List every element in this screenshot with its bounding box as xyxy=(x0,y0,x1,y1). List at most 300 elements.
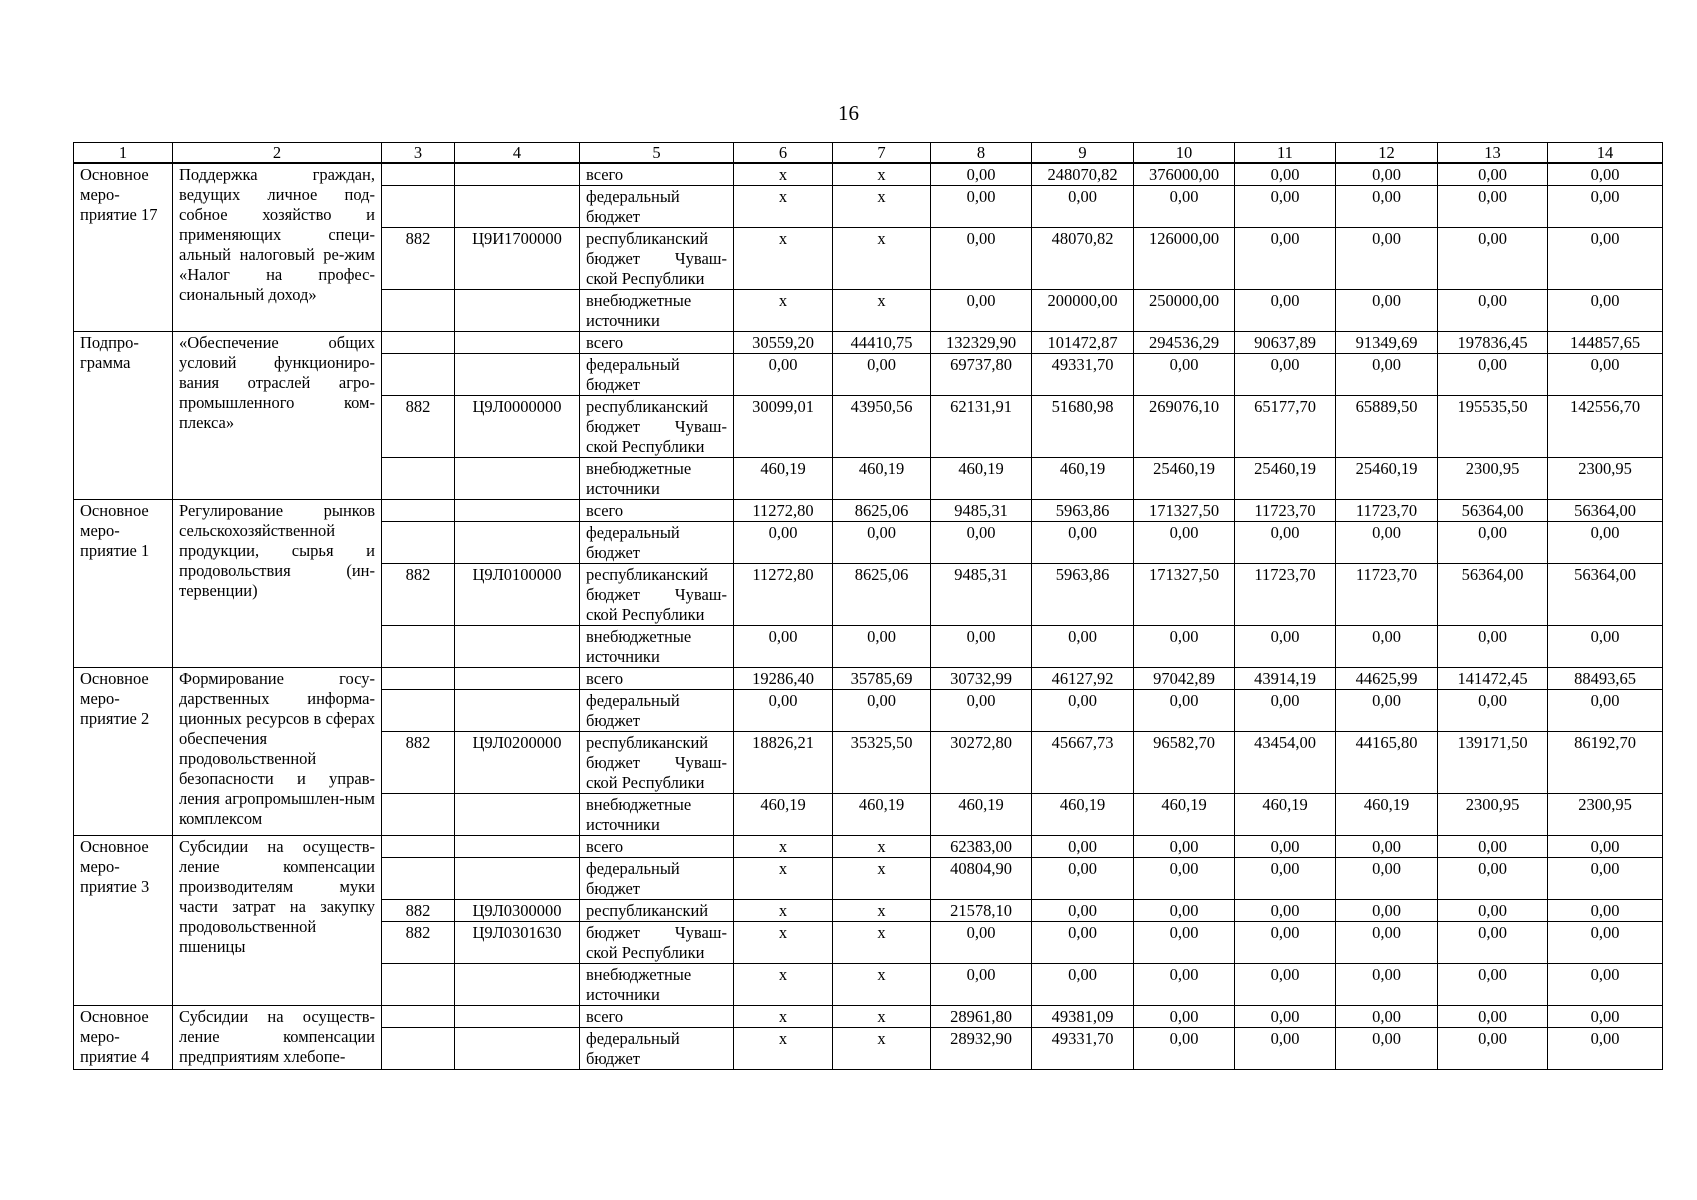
value-cell: x xyxy=(833,964,931,1006)
value-cell: 0,00 xyxy=(1548,900,1663,922)
budget-code-cell xyxy=(455,690,580,732)
value-cell: 0,00 xyxy=(833,690,931,732)
value-cell: 30732,99 xyxy=(931,668,1032,690)
funding-source-cell: федеральный бюджет xyxy=(580,858,734,900)
budget-code-cell: Ц9Л0200000 xyxy=(455,732,580,794)
value-cell: 126000,00 xyxy=(1134,228,1235,290)
value-cell: 0,00 xyxy=(1336,522,1438,564)
funding-source-cell: всего xyxy=(580,500,734,522)
value-cell: 35325,50 xyxy=(833,732,931,794)
value-cell: x xyxy=(734,1006,833,1028)
value-cell: 0,00 xyxy=(1336,836,1438,858)
value-cell: 200000,00 xyxy=(1032,290,1134,332)
value-cell: 0,00 xyxy=(1134,690,1235,732)
value-cell: x xyxy=(734,163,833,186)
value-cell: 0,00 xyxy=(1438,522,1548,564)
value-cell: 0,00 xyxy=(1134,964,1235,1006)
value-cell: x xyxy=(734,1028,833,1070)
measure-name-cell: Субсидии на осуществ-ление компенсации производителям муки части затрат на закупку продовольственной пшеницы xyxy=(173,836,382,1006)
value-cell: 9485,31 xyxy=(931,564,1032,626)
value-cell: 250000,00 xyxy=(1134,290,1235,332)
value-cell: 0,00 xyxy=(1336,690,1438,732)
value-cell: 25460,19 xyxy=(1336,458,1438,500)
value-cell: 460,19 xyxy=(1032,458,1134,500)
column-header-2: 2 xyxy=(173,143,382,164)
value-cell: 0,00 xyxy=(931,690,1032,732)
table-row xyxy=(74,163,1663,186)
measure-type-cell: Подпро-грамма xyxy=(74,332,173,500)
value-cell: 62383,00 xyxy=(931,836,1032,858)
grbs-cell xyxy=(382,626,455,668)
value-cell: 0,00 xyxy=(1032,690,1134,732)
value-cell: 28961,80 xyxy=(931,1006,1032,1028)
value-cell: 460,19 xyxy=(734,458,833,500)
budget-code-cell xyxy=(455,1006,580,1028)
value-cell: 0,00 xyxy=(734,522,833,564)
measure-type-cell: Основное меро-приятие 4 xyxy=(74,1006,173,1070)
value-cell: 0,00 xyxy=(1336,228,1438,290)
value-cell: 144857,65 xyxy=(1548,332,1663,354)
value-cell: 0,00 xyxy=(1438,354,1548,396)
budget-code-cell xyxy=(455,626,580,668)
grbs-cell: 882 xyxy=(382,228,455,290)
column-header-8: 8 xyxy=(931,143,1032,164)
value-cell: 44625,99 xyxy=(1336,668,1438,690)
value-cell: 0,00 xyxy=(1438,900,1548,922)
value-cell: 0,00 xyxy=(1438,290,1548,332)
value-cell: 0,00 xyxy=(1438,186,1548,228)
value-cell: 0,00 xyxy=(1235,354,1336,396)
value-cell: x xyxy=(833,900,931,922)
value-cell: 11723,70 xyxy=(1336,500,1438,522)
table-row xyxy=(74,1006,1663,1028)
value-cell: 44410,75 xyxy=(833,332,931,354)
value-cell: 0,00 xyxy=(1235,163,1336,186)
value-cell: x xyxy=(833,290,931,332)
grbs-cell xyxy=(382,1028,455,1070)
funding-source-cell: республиканский бюджет Чуваш-ской Республики xyxy=(580,564,734,626)
value-cell: 171327,50 xyxy=(1134,500,1235,522)
column-header-12: 12 xyxy=(1336,143,1438,164)
value-cell: 248070,82 xyxy=(1032,163,1134,186)
value-cell: 0,00 xyxy=(1548,626,1663,668)
value-cell: 0,00 xyxy=(1134,626,1235,668)
budget-code-cell: Ц9Л0000000 xyxy=(455,396,580,458)
budget-code-cell xyxy=(455,794,580,836)
budget-code-cell xyxy=(455,500,580,522)
measure-type-cell: Основное меро-приятие 3 xyxy=(74,836,173,1006)
value-cell: 460,19 xyxy=(1235,794,1336,836)
budget-code-cell xyxy=(455,186,580,228)
budget-code-cell xyxy=(455,836,580,858)
value-cell: 0,00 xyxy=(1548,858,1663,900)
value-cell: 30099,01 xyxy=(734,396,833,458)
value-cell: 0,00 xyxy=(1235,690,1336,732)
value-cell: 46127,92 xyxy=(1032,668,1134,690)
value-cell: 40804,90 xyxy=(931,858,1032,900)
value-cell: 30559,20 xyxy=(734,332,833,354)
value-cell: 49331,70 xyxy=(1032,1028,1134,1070)
grbs-cell xyxy=(382,836,455,858)
value-cell: 11723,70 xyxy=(1235,500,1336,522)
value-cell: 0,00 xyxy=(931,626,1032,668)
value-cell: 0,00 xyxy=(1134,522,1235,564)
value-cell: 0,00 xyxy=(1336,163,1438,186)
budget-code-cell: Ц9Л0301630 xyxy=(455,922,580,964)
value-cell: 43950,56 xyxy=(833,396,931,458)
value-cell: 460,19 xyxy=(1134,794,1235,836)
value-cell: 0,00 xyxy=(1336,626,1438,668)
value-cell: 8625,06 xyxy=(833,500,931,522)
budget-code-cell xyxy=(455,522,580,564)
value-cell: 139171,50 xyxy=(1438,732,1548,794)
value-cell: 9485,31 xyxy=(931,500,1032,522)
value-cell: 21578,10 xyxy=(931,900,1032,922)
funding-source-cell: бюджет Чуваш-ской Республики xyxy=(580,922,734,964)
value-cell: 0,00 xyxy=(1032,522,1134,564)
value-cell: 51680,98 xyxy=(1032,396,1134,458)
measure-type-cell: Основное меро-приятие 2 xyxy=(74,668,173,836)
grbs-cell xyxy=(382,290,455,332)
value-cell: 460,19 xyxy=(1336,794,1438,836)
value-cell: 0,00 xyxy=(1438,1006,1548,1028)
grbs-cell xyxy=(382,186,455,228)
value-cell: 49381,09 xyxy=(1032,1006,1134,1028)
column-number-row xyxy=(74,143,1663,164)
funding-source-cell: внебюджетные источники xyxy=(580,458,734,500)
value-cell: 2300,95 xyxy=(1438,794,1548,836)
grbs-cell: 882 xyxy=(382,396,455,458)
value-cell: 11272,80 xyxy=(734,500,833,522)
funding-source-cell: федеральный бюджет xyxy=(580,1028,734,1070)
value-cell: 0,00 xyxy=(1032,836,1134,858)
value-cell: 0,00 xyxy=(1235,626,1336,668)
value-cell: 0,00 xyxy=(1438,858,1548,900)
value-cell: 460,19 xyxy=(1032,794,1134,836)
value-cell: 86192,70 xyxy=(1548,732,1663,794)
value-cell: 0,00 xyxy=(931,922,1032,964)
value-cell: 0,00 xyxy=(1336,858,1438,900)
value-cell: 0,00 xyxy=(1336,1028,1438,1070)
value-cell: 0,00 xyxy=(931,186,1032,228)
value-cell: 49331,70 xyxy=(1032,354,1134,396)
value-cell: 88493,65 xyxy=(1548,668,1663,690)
table-row xyxy=(74,332,1663,354)
value-cell: 2300,95 xyxy=(1438,458,1548,500)
value-cell: x xyxy=(833,186,931,228)
grbs-cell xyxy=(382,522,455,564)
value-cell: 101472,87 xyxy=(1032,332,1134,354)
value-cell: 0,00 xyxy=(1548,836,1663,858)
value-cell: x xyxy=(833,836,931,858)
value-cell: 0,00 xyxy=(931,228,1032,290)
value-cell: x xyxy=(833,858,931,900)
value-cell: 11723,70 xyxy=(1235,564,1336,626)
value-cell: 132329,90 xyxy=(931,332,1032,354)
value-cell: x xyxy=(833,228,931,290)
budget-code-cell xyxy=(455,332,580,354)
value-cell: 460,19 xyxy=(931,794,1032,836)
value-cell: 294536,29 xyxy=(1134,332,1235,354)
value-cell: 65177,70 xyxy=(1235,396,1336,458)
value-cell: 56364,00 xyxy=(1548,500,1663,522)
value-cell: x xyxy=(734,186,833,228)
page-number: 16 xyxy=(838,101,859,125)
measure-type-cell: Основное меро-приятие 1 xyxy=(74,500,173,668)
value-cell: x xyxy=(734,858,833,900)
funding-source-cell: внебюджетные источники xyxy=(580,964,734,1006)
table-row xyxy=(74,668,1663,690)
value-cell: 0,00 xyxy=(1548,690,1663,732)
value-cell: 0,00 xyxy=(1336,354,1438,396)
value-cell: 0,00 xyxy=(1235,964,1336,1006)
value-cell: 0,00 xyxy=(931,290,1032,332)
column-header-5: 5 xyxy=(580,143,734,164)
grbs-cell: 882 xyxy=(382,564,455,626)
value-cell: 0,00 xyxy=(1235,290,1336,332)
value-cell: x xyxy=(833,163,931,186)
measure-name-cell: Формирование госу-дарственных информа-ционных ресурсов в сферах обеспечения продовольственной безопасности и управ-ления агропромышлен-ным комплексом xyxy=(173,668,382,836)
table-body xyxy=(74,163,1663,1070)
value-cell: 0,00 xyxy=(1134,1006,1235,1028)
value-cell: 0,00 xyxy=(1438,228,1548,290)
funding-source-cell: всего xyxy=(580,163,734,186)
value-cell: 171327,50 xyxy=(1134,564,1235,626)
funding-source-cell: федеральный бюджет xyxy=(580,186,734,228)
value-cell: 460,19 xyxy=(931,458,1032,500)
value-cell: 28932,90 xyxy=(931,1028,1032,1070)
grbs-cell xyxy=(382,964,455,1006)
funding-source-cell: внебюджетные источники xyxy=(580,290,734,332)
value-cell: 0,00 xyxy=(1235,522,1336,564)
value-cell: 0,00 xyxy=(833,626,931,668)
value-cell: 0,00 xyxy=(1438,626,1548,668)
value-cell: 0,00 xyxy=(1235,858,1336,900)
column-header-6: 6 xyxy=(734,143,833,164)
funding-source-cell: всего xyxy=(580,668,734,690)
column-header-11: 11 xyxy=(1235,143,1336,164)
table-header xyxy=(74,143,1663,164)
measure-name-cell: Субсидии на осуществ-ление компенсации предприятиям хлебопе- xyxy=(173,1006,382,1070)
value-cell: 0,00 xyxy=(1336,1006,1438,1028)
value-cell: 0,00 xyxy=(1235,1006,1336,1028)
budget-code-cell xyxy=(455,668,580,690)
value-cell: x xyxy=(833,1028,931,1070)
grbs-cell xyxy=(382,794,455,836)
budget-code-cell xyxy=(455,354,580,396)
value-cell: 195535,50 xyxy=(1438,396,1548,458)
value-cell: 0,00 xyxy=(1235,922,1336,964)
value-cell: 8625,06 xyxy=(833,564,931,626)
value-cell: 0,00 xyxy=(1548,163,1663,186)
value-cell: 97042,89 xyxy=(1134,668,1235,690)
value-cell: 0,00 xyxy=(1336,290,1438,332)
funding-source-cell: республиканский бюджет Чуваш-ской Республики xyxy=(580,732,734,794)
budget-code-cell xyxy=(455,163,580,186)
value-cell: 0,00 xyxy=(1032,626,1134,668)
value-cell: 5963,86 xyxy=(1032,564,1134,626)
funding-source-cell: федеральный бюджет xyxy=(580,690,734,732)
value-cell: 91349,69 xyxy=(1336,332,1438,354)
value-cell: 197836,45 xyxy=(1438,332,1548,354)
value-cell: x xyxy=(734,228,833,290)
grbs-cell: 882 xyxy=(382,900,455,922)
grbs-cell xyxy=(382,668,455,690)
funding-source-cell: республиканский бюджет Чуваш-ской Республики xyxy=(580,228,734,290)
value-cell: 11272,80 xyxy=(734,564,833,626)
value-cell: 0,00 xyxy=(1235,1028,1336,1070)
grbs-cell: 882 xyxy=(382,732,455,794)
value-cell: 0,00 xyxy=(1438,836,1548,858)
grbs-cell xyxy=(382,163,455,186)
value-cell: 0,00 xyxy=(1032,922,1134,964)
value-cell: 44165,80 xyxy=(1336,732,1438,794)
grbs-cell xyxy=(382,354,455,396)
measure-name-cell: «Обеспечение общих условий функциониро-вания отраслей агро-промышленного ком-плекса» xyxy=(173,332,382,500)
value-cell: 5963,86 xyxy=(1032,500,1134,522)
value-cell: 0,00 xyxy=(734,626,833,668)
value-cell: 65889,50 xyxy=(1336,396,1438,458)
value-cell: 0,00 xyxy=(1134,900,1235,922)
value-cell: 48070,82 xyxy=(1032,228,1134,290)
funding-source-cell: республиканский бюджет Чуваш-ской Республики xyxy=(580,396,734,458)
value-cell: 30272,80 xyxy=(931,732,1032,794)
value-cell: 0,00 xyxy=(1548,922,1663,964)
value-cell: 0,00 xyxy=(1032,964,1134,1006)
value-cell: 0,00 xyxy=(1438,964,1548,1006)
value-cell: 25460,19 xyxy=(1235,458,1336,500)
value-cell: 2300,95 xyxy=(1548,794,1663,836)
column-header-14: 14 xyxy=(1548,143,1663,164)
budget-code-cell xyxy=(455,1028,580,1070)
value-cell: 0,00 xyxy=(1548,1028,1663,1070)
table-row xyxy=(74,836,1663,858)
value-cell: 0,00 xyxy=(1134,186,1235,228)
funding-source-cell: всего xyxy=(580,1006,734,1028)
value-cell: 0,00 xyxy=(1032,858,1134,900)
value-cell: 0,00 xyxy=(931,163,1032,186)
value-cell: 0,00 xyxy=(1548,1006,1663,1028)
value-cell: x xyxy=(833,1006,931,1028)
value-cell: 460,19 xyxy=(833,458,931,500)
value-cell: 45667,73 xyxy=(1032,732,1134,794)
value-cell: 43454,00 xyxy=(1235,732,1336,794)
value-cell: 0,00 xyxy=(1438,1028,1548,1070)
grbs-cell xyxy=(382,1006,455,1028)
value-cell: 0,00 xyxy=(1134,922,1235,964)
measure-name-cell: Регулирование рынков сельскохозяйственной продукции, сырья и продовольствия (ин-тервенции) xyxy=(173,500,382,668)
column-header-7: 7 xyxy=(833,143,931,164)
value-cell: 96582,70 xyxy=(1134,732,1235,794)
value-cell: 0,00 xyxy=(1134,1028,1235,1070)
value-cell: x xyxy=(833,922,931,964)
value-cell: 2300,95 xyxy=(1548,458,1663,500)
value-cell: 0,00 xyxy=(734,354,833,396)
budget-code-cell xyxy=(455,290,580,332)
value-cell: x xyxy=(734,964,833,1006)
value-cell: 0,00 xyxy=(1336,186,1438,228)
budget-code-cell: Ц9Л0100000 xyxy=(455,564,580,626)
value-cell: x xyxy=(734,900,833,922)
value-cell: 0,00 xyxy=(1134,354,1235,396)
value-cell: 11723,70 xyxy=(1336,564,1438,626)
value-cell: 0,00 xyxy=(1134,858,1235,900)
budget-code-cell: Ц9Л0300000 xyxy=(455,900,580,922)
funding-source-cell: всего xyxy=(580,332,734,354)
value-cell: x xyxy=(734,922,833,964)
column-header-3: 3 xyxy=(382,143,455,164)
value-cell: 0,00 xyxy=(1336,922,1438,964)
value-cell: 0,00 xyxy=(1336,964,1438,1006)
value-cell: 141472,45 xyxy=(1438,668,1548,690)
value-cell: 69737,80 xyxy=(931,354,1032,396)
grbs-cell: 882 xyxy=(382,922,455,964)
funding-source-cell: республиканский xyxy=(580,900,734,922)
grbs-cell xyxy=(382,500,455,522)
value-cell: x xyxy=(734,836,833,858)
grbs-cell xyxy=(382,858,455,900)
measure-type-cell: Основное меро-приятие 17 xyxy=(74,163,173,332)
value-cell: 0,00 xyxy=(1438,163,1548,186)
value-cell: 0,00 xyxy=(1548,290,1663,332)
value-cell: 0,00 xyxy=(1235,186,1336,228)
value-cell: 19286,40 xyxy=(734,668,833,690)
value-cell: 18826,21 xyxy=(734,732,833,794)
value-cell: 0,00 xyxy=(1235,836,1336,858)
value-cell: 0,00 xyxy=(931,964,1032,1006)
column-header-4: 4 xyxy=(455,143,580,164)
funding-source-cell: всего xyxy=(580,836,734,858)
value-cell: 0,00 xyxy=(1548,354,1663,396)
value-cell: 43914,19 xyxy=(1235,668,1336,690)
value-cell: 0,00 xyxy=(1032,186,1134,228)
budget-table xyxy=(73,142,1663,1070)
value-cell: 62131,91 xyxy=(931,396,1032,458)
funding-source-cell: федеральный бюджет xyxy=(580,354,734,396)
grbs-cell xyxy=(382,332,455,354)
value-cell: 0,00 xyxy=(1032,900,1134,922)
value-cell: 0,00 xyxy=(1438,922,1548,964)
column-header-10: 10 xyxy=(1134,143,1235,164)
value-cell: 0,00 xyxy=(1336,900,1438,922)
value-cell: 0,00 xyxy=(931,522,1032,564)
value-cell: 142556,70 xyxy=(1548,396,1663,458)
value-cell: x xyxy=(734,290,833,332)
grbs-cell xyxy=(382,458,455,500)
value-cell: 0,00 xyxy=(1235,900,1336,922)
value-cell: 0,00 xyxy=(1235,228,1336,290)
value-cell: 90637,89 xyxy=(1235,332,1336,354)
budget-code-cell xyxy=(455,458,580,500)
value-cell: 376000,00 xyxy=(1134,163,1235,186)
table-row xyxy=(74,500,1663,522)
budget-code-cell: Ц9И1700000 xyxy=(455,228,580,290)
grbs-cell xyxy=(382,690,455,732)
column-header-9: 9 xyxy=(1032,143,1134,164)
budget-code-cell xyxy=(455,858,580,900)
column-header-13: 13 xyxy=(1438,143,1548,164)
value-cell: 0,00 xyxy=(1548,522,1663,564)
funding-source-cell: внебюджетные источники xyxy=(580,626,734,668)
value-cell: 0,00 xyxy=(833,354,931,396)
value-cell: 56364,00 xyxy=(1548,564,1663,626)
value-cell: 0,00 xyxy=(734,690,833,732)
budget-code-cell xyxy=(455,964,580,1006)
value-cell: 35785,69 xyxy=(833,668,931,690)
value-cell: 269076,10 xyxy=(1134,396,1235,458)
value-cell: 0,00 xyxy=(1548,228,1663,290)
value-cell: 0,00 xyxy=(1438,690,1548,732)
